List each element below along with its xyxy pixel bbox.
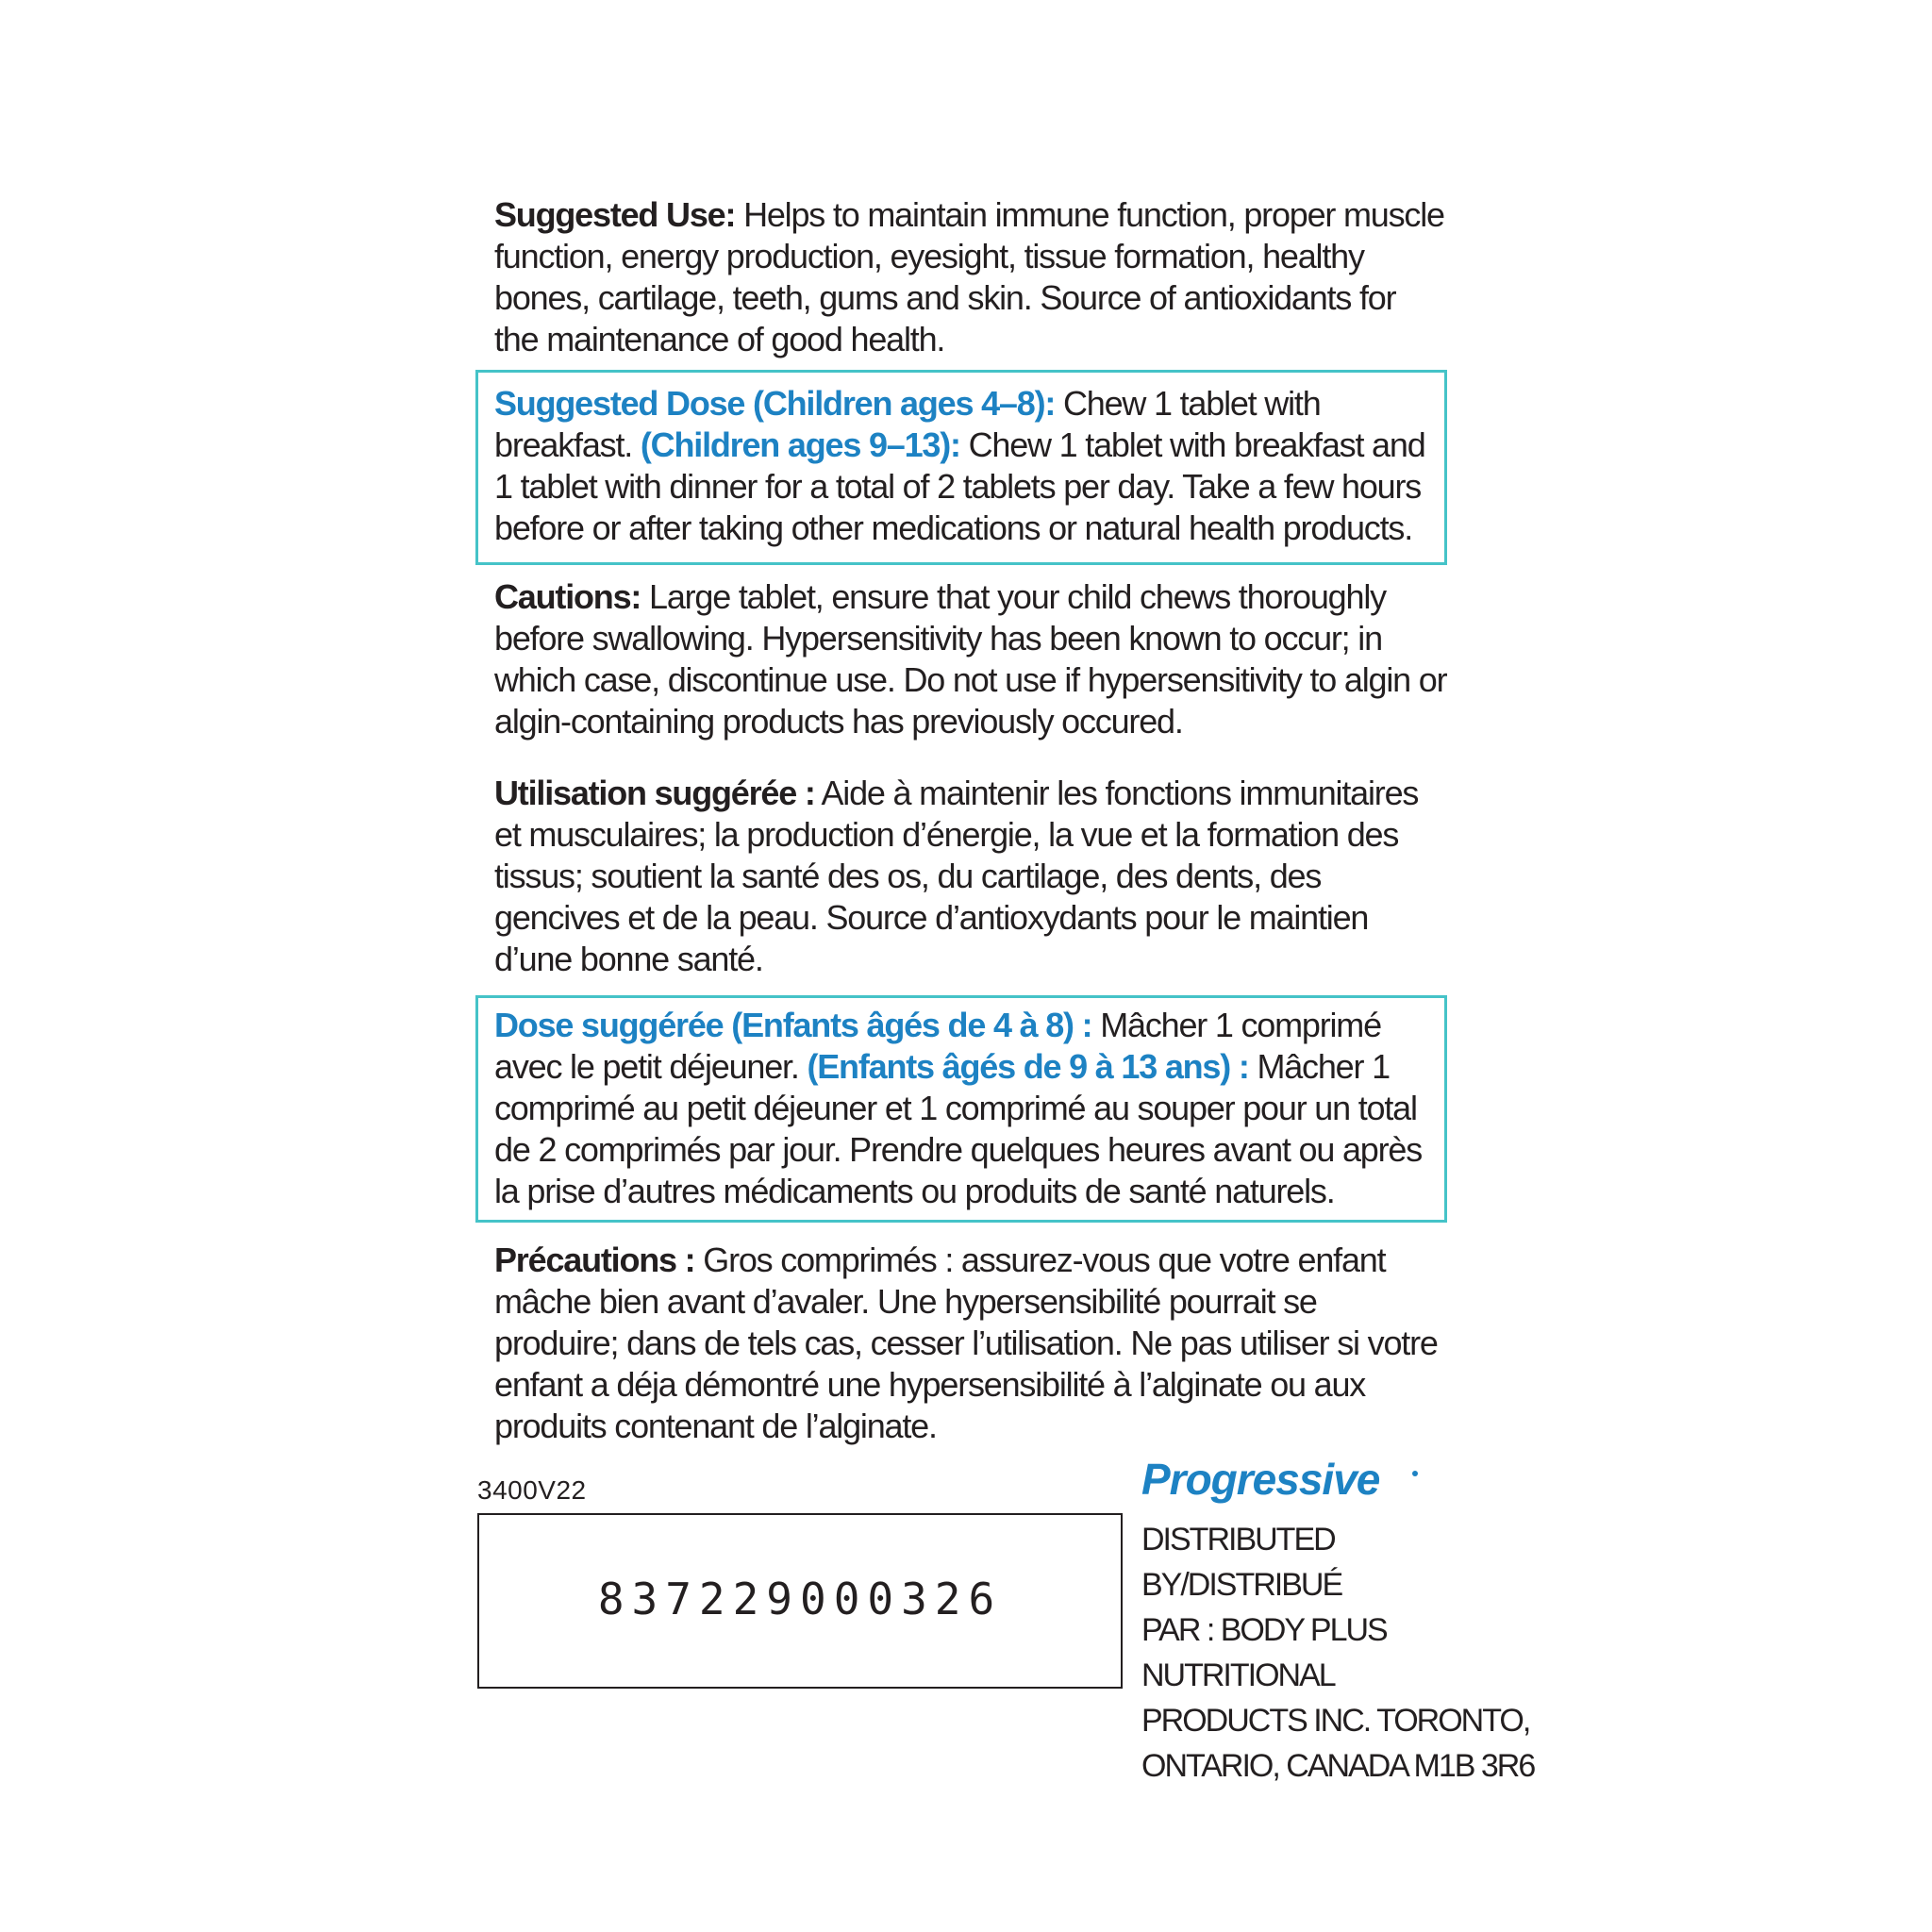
distributor-line-1: DISTRIBUTED BY/DISTRIBUÉ: [1141, 1522, 1342, 1603]
suggested-use-en-text: Helps to maintain immune function, proper muscle function, energy production, eyesight, tissue formation, healthy bones, cartilage, teeth, gums and skin. Source of antioxidants for the maintenance of good health.: [494, 195, 1444, 358]
distributor-line-4: ONTARIO, CANADA M1B 3R6: [1141, 1748, 1535, 1784]
suggested-dose-fr: [494, 1005, 1447, 1212]
cautions-en: [494, 576, 1447, 742]
barcode-number: 837229000326: [597, 1574, 1003, 1624]
cautions-fr-text: Gros comprimés : assurez-vous que votre enfant mâche bien avant d’avaler. Une hypersensibilité pourrait se produire; dans de tels cas, cesser l’utilisation. Ne pas utiliser si votre enfant a déja démontré une hypersensibilité à l’alginate ou aux produits contenant de l’alginate.: [494, 1241, 1438, 1445]
cautions-en-label: Cautions:: [494, 577, 641, 616]
cautions-fr-label: Précautions :: [494, 1241, 695, 1279]
cautions-en-text: Large tablet, ensure that your child chews thoroughly before swallowing. Hypersensitivity has been known to occur; in which case, discontinue use. Do not use if hypersensitivity to algin or algin-containing products has previously occured.: [494, 577, 1447, 741]
distributor-line-2: PAR : BODY PLUS NUTRITIONAL: [1141, 1612, 1387, 1693]
progressive-logo: [1141, 1451, 1424, 1507]
suggested-dose-fr-label: Dose suggérée (Enfants âgés de 4 à 8) :: [494, 1006, 1092, 1044]
suggested-use-en: [494, 194, 1447, 360]
product-code: 3400V22: [477, 1475, 587, 1505]
suggested-use-fr-text: Aide à maintenir les fonctions immunitaires et musculaires; la production d’énergie, la vue et la formation des tissus; soutient la santé des os, du cartilage, des dents, des gencives et de la peau. Source d’antioxydants pour le maintien d’une bonne santé.: [494, 774, 1419, 978]
distributor-info: [1141, 1517, 1538, 1789]
suggested-dose-fr-text1: Mâcher 1 comprimé avec le petit déjeuner.: [494, 1006, 1381, 1086]
suggested-dose-en-label2: (Children ages 9–13):: [640, 425, 960, 464]
distributor-line-3: PRODUCTS INC. TORONTO,: [1141, 1703, 1530, 1739]
suggested-use-en-label: Suggested Use:: [494, 195, 736, 234]
registered-mark-icon: [1412, 1471, 1418, 1476]
suggested-use-fr-label: Utilisation suggérée :: [494, 774, 815, 812]
suggested-dose-fr-text2: Mâcher 1 comprimé au petit déjeuner et 1 comprimé au souper pour un total de 2 comprimés par jour. Prendre quelques heures avant ou après la prise d’autres médicaments ou produits de santé naturels.: [494, 1047, 1423, 1210]
suggested-dose-en-text1: Chew 1 tablet with breakfast.: [494, 384, 1321, 464]
cautions-fr: [494, 1240, 1447, 1447]
barcode-box: [477, 1513, 1123, 1689]
suggested-dose-fr-label2: (Enfants âgés de 9 à 13 ans) :: [807, 1047, 1249, 1086]
suggested-use-fr: [494, 773, 1447, 980]
suggested-dose-en-label: Suggested Dose (Children ages 4–8):: [494, 384, 1056, 423]
suggested-dose-en: [494, 383, 1447, 549]
suggested-dose-en-text2: Chew 1 tablet with breakfast and 1 tablet with dinner for a total of 2 tablets per day. Take a few hours before or after taking other medications or natural health products.: [494, 425, 1425, 547]
brand-name: Progressive: [1141, 1455, 1380, 1504]
